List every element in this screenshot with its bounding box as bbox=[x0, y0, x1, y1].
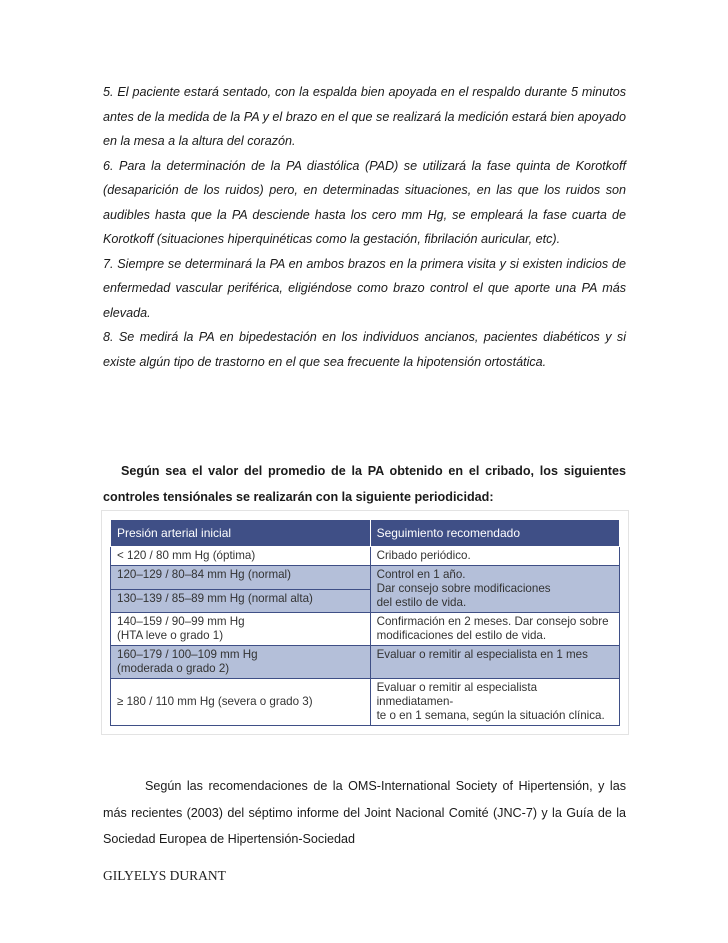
followup-cell: Cribado periódico. bbox=[370, 547, 619, 566]
pressure-cell: 160–179 / 100–109 mm Hg (moderada o grado 2) bbox=[111, 646, 371, 679]
table-row bbox=[111, 566, 620, 590]
numbered-steps bbox=[103, 80, 626, 374]
step-5-paragraph: 5. El paciente estará sentado, con la espalda bien apoyada en el respaldo durante 5 minutos antes de la medida de la PA y el brazo en el que se realizará la medición estará bien apoyado en la mesa a la altura del corazón. bbox=[103, 85, 626, 148]
followup-cell: Confirmación en 2 meses. Dar consejo sobre modificaciones del estilo de vida. bbox=[370, 613, 619, 646]
table-row bbox=[111, 613, 620, 646]
pressure-cell: 120–129 / 80–84 mm Hg (normal) bbox=[111, 566, 371, 590]
table-row bbox=[111, 547, 620, 566]
table-row bbox=[111, 646, 620, 679]
blood-pressure-table-figure bbox=[101, 510, 629, 735]
table-intro-text: Según sea el valor del promedio de la PA obtenido en el cribado, los siguientes controles tensiónales se realizarán con la siguiente periodicidad: bbox=[103, 464, 626, 504]
pressure-cell: < 120 / 80 mm Hg (óptima) bbox=[111, 547, 371, 566]
followup-cell: Evaluar o remitir al especialista en 1 mes bbox=[370, 646, 619, 679]
pressure-cell: ≥ 180 / 110 mm Hg (severa o grado 3) bbox=[111, 679, 371, 726]
table-intro bbox=[103, 458, 626, 510]
page-footer: GILYELYS DURANT bbox=[103, 868, 226, 883]
blood-pressure-table bbox=[110, 519, 620, 726]
step-8-paragraph: 8. Se medirá la PA en bipedestación en los individuos ancianos, pacientes diabéticos y si existe algún tipo de trastorno en el que sea frecuente la hipotensión ortostática. bbox=[103, 330, 626, 369]
pressure-cell: 130–139 / 85–89 mm Hg (normal alta) bbox=[111, 589, 371, 613]
followup-cell: Evaluar o remitir al especialista inmediatamen- te o en 1 semana, según la situación clínica. bbox=[370, 679, 619, 726]
followup-cell: Control en 1 año. Dar consejo sobre modificaciones del estilo de vida. bbox=[370, 566, 619, 613]
step-6-paragraph: 6. Para la determinación de la PA diastólica (PAD) se utilizará la fase quinta de Korotkoff (desaparición de los ruidos) pero, en determinadas situaciones, en las que los ruidos son audibles hasta que la PA desciende hasta los cero mm Hg, se empleará la fase cuarta de Korotkoff (situaciones hiperquinéticas como la gestación, fibrilación auricular, etc). bbox=[103, 158, 626, 246]
header-pressure: Presión arterial inicial bbox=[111, 520, 371, 547]
table-row bbox=[111, 679, 620, 726]
table-header-row bbox=[111, 520, 620, 547]
header-followup: Seguimiento recomendado bbox=[370, 520, 619, 547]
pressure-cell: 140–159 / 90–99 mm Hg (HTA leve o grado 1) bbox=[111, 613, 371, 646]
closing-paragraph-text: Según las recomendaciones de la OMS-International Society of Hipertensión, y las más recientes (2003) del séptimo informe del Joint Nacional Comité (JNC-7) y la Guía de la Sociedad Europea de Hipertensión-Sociedad bbox=[103, 779, 626, 846]
closing-paragraph bbox=[103, 773, 626, 853]
step-7-paragraph: 7. Siempre se determinará la PA en ambos brazos en la primera visita y si existen indicios de enfermedad vascular periférica, eligiéndose como brazo control el que aporte una PA más elevada. bbox=[103, 256, 626, 320]
